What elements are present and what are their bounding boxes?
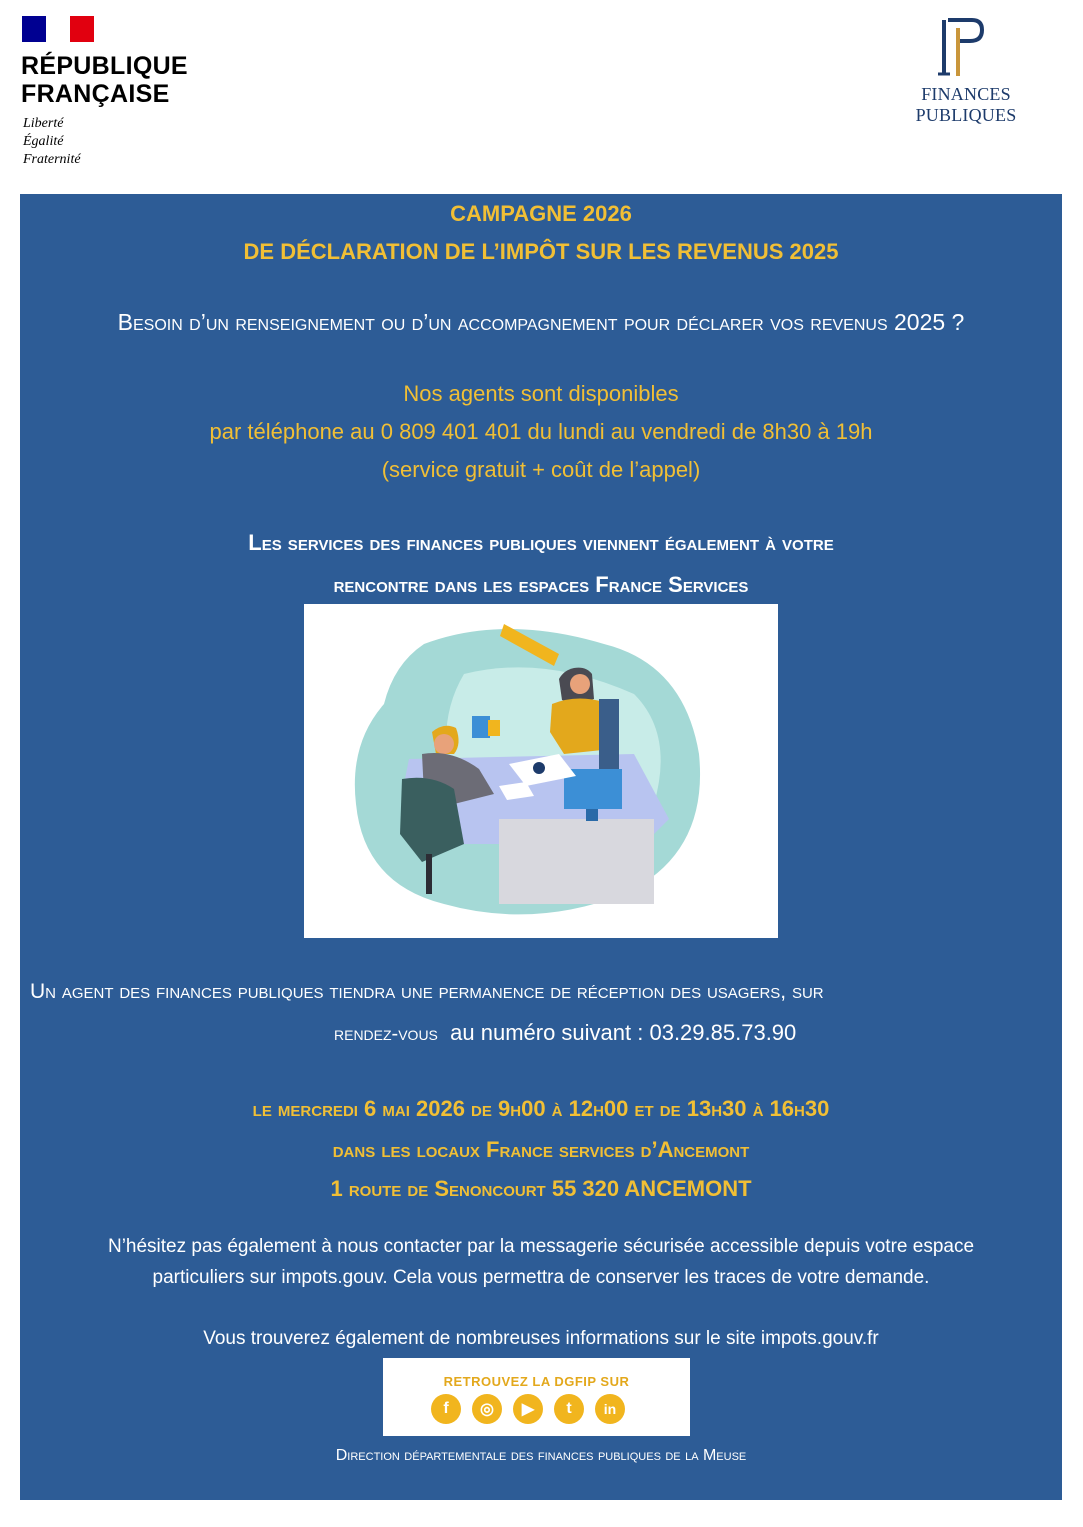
facebook-icon[interactable]: f: [431, 1394, 461, 1424]
social-title: RETROUVEZ LA DGFIP SUR: [443, 1374, 630, 1389]
republique-francaise-flag-icon: [22, 16, 94, 42]
motto-liberte: Liberté: [23, 116, 64, 131]
twitter-icon[interactable]: t: [554, 1394, 584, 1424]
footer-text: Direction départementale des finances publiques de la Meuse: [335, 1447, 747, 1464]
appointment-location: dans les locaux France services d’Ancemont: [332, 1137, 750, 1162]
agent-rendez-vous: rendez-vous: [334, 1023, 438, 1045]
campaign-title-line1: CAMPAGNE 2026: [450, 201, 632, 226]
republique-francaise-name: [21, 52, 188, 108]
phone-line1: Nos agents sont disponibles: [403, 381, 679, 406]
contact-line2: particuliers sur impots.gouv. Cela vous permettra de conserver les traces de votre demande.: [152, 1267, 930, 1288]
campaign-title-line2: DE DÉCLARATION DE L’IMPÔT SUR LES REVENUS 2025: [243, 239, 839, 264]
appointment-address: 1 route de Senoncourt 55 320 ANCEMONT: [330, 1176, 752, 1201]
contact-line1: N’hésitez pas également à nous contacter par la messagerie sécurisée accessible depuis votre espace: [107, 1236, 975, 1257]
republic-motto: [23, 115, 81, 169]
youtube-icon[interactable]: ▶: [513, 1394, 543, 1424]
meeting-illustration-icon: [304, 604, 778, 938]
social-media-box: [383, 1358, 690, 1436]
agent-line1: Un agent des finances publiques tiendra une permanence de réception des usagers, sur: [30, 980, 824, 1003]
question-text: Besoin d’un renseignement ou d’un accompagnement pour déclarer vos revenus 2025 ?: [117, 309, 965, 335]
instagram-icon[interactable]: ◎: [472, 1394, 502, 1424]
motto-fraternite: Fraternité: [23, 152, 81, 167]
appointment-date: le mercredi 6 mai 2026 de 9h00 à 12h00 et de 13h30 à 16h30: [252, 1096, 830, 1121]
illustration-box: [304, 604, 778, 938]
agent-phone: au numéro suivant : 03.29.85.73.90: [450, 1020, 797, 1045]
finances-publiques-title: FINANCES PUBLIQUES: [915, 84, 1017, 125]
motto-egalite: Égalité: [23, 134, 64, 149]
republic-line1: RÉPUBLIQUE: [21, 52, 188, 80]
services-line2: rencontre dans les espaces France Services: [333, 572, 749, 597]
linkedin-icon[interactable]: in: [595, 1394, 625, 1424]
more-info-text: Vous trouverez également de nombreuses informations sur le site impots.gouv.fr: [203, 1328, 879, 1349]
phone-line2: par téléphone au 0 809 401 401 du lundi au vendredi de 8h30 à 19h: [209, 419, 873, 444]
agent-line2: [334, 1020, 796, 1046]
phone-line3: (service gratuit + coût de l’appel): [381, 457, 701, 482]
republic-line2: FRANÇAISE: [21, 80, 170, 108]
finances-publiques-logo-icon: [930, 14, 994, 80]
services-line1: Les services des finances publiques viennent également à votre: [248, 530, 834, 555]
